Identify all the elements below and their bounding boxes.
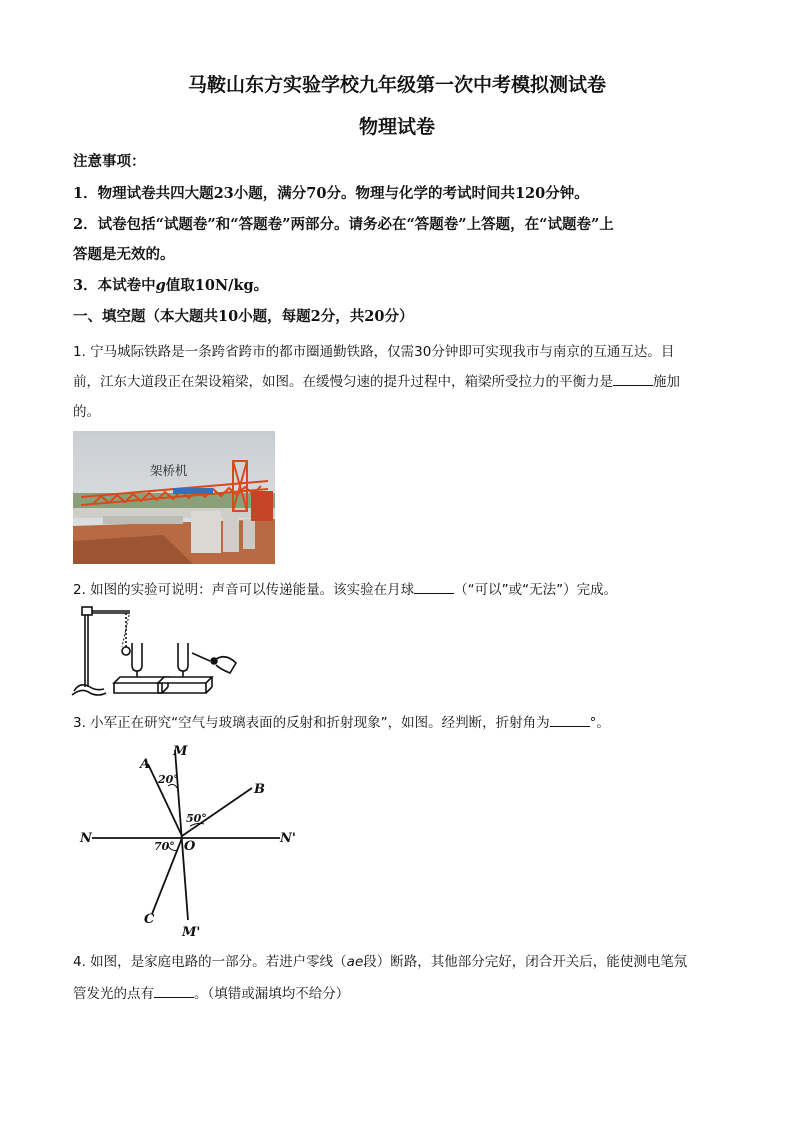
note-item-3-pre: 3．本试卷中 (73, 277, 156, 294)
q4-line2-post: 。（填错或漏填均不给分） (194, 986, 350, 1002)
q1-line1: 1. 宁马城际铁路是一条跨省跨市的都市圈通勤铁路，仅需30分钟即可实现我市与南京的互通互达。目 (73, 344, 675, 360)
q3-answer-blank[interactable] (550, 714, 590, 727)
label-M-prime: M' (182, 925, 201, 938)
label-A: A (140, 757, 151, 772)
angle-70: 70° (154, 840, 175, 853)
q1-line3: 的。 (73, 404, 100, 420)
q3-pre: 3. 小军正在研究“空气与玻璃表面的反射和折射现象”，如图。经判断，折射角为 (73, 715, 550, 731)
notes-heading: 注意事项： (73, 153, 146, 170)
tuning-fork-graphic (70, 603, 240, 699)
exam-title: 马鞍山东方实验学校九年级第一次中考模拟测试卷 (187, 74, 606, 96)
optics-graphic (70, 738, 310, 938)
angle-20: 20° (158, 773, 179, 786)
label-O: O (184, 839, 196, 854)
section-heading: 一、填空题（本大题共10小题，每题2分，共20分） (73, 308, 414, 325)
q2-pre: 2. 如图的实验可说明：声音可以传递能量。该实验在月球 (73, 582, 415, 598)
note-item-3-post: 值取10N/kg。 (165, 277, 269, 294)
note-item-2: 2．试卷包括“试题卷”和“答题卷”两部分。请务必在“答题卷”上答题，在“试题卷”上 (73, 216, 614, 233)
q4-line1-post: 段）断路，其他部分完好，闭合开关后，能使测电笔氖 (363, 954, 688, 970)
label-C: C (144, 912, 155, 927)
reflection-refraction-diagram (70, 738, 310, 942)
bridge-photo-label: 架桥机 (150, 463, 188, 478)
label-M: M (173, 744, 188, 759)
angle-50: 50° (186, 812, 207, 825)
q4-line1-var: ae (346, 954, 364, 970)
note-item-2-cont: 答题是无效的。 (73, 246, 175, 263)
q4-line1-pre: 4. 如图，是家庭电路的一部分。若进户零线（ (73, 954, 347, 970)
q2-post: （“可以”或“无法”）完成。 (454, 582, 618, 598)
q4-line1 (73, 950, 733, 970)
q2-text (73, 578, 733, 598)
note-item-3 (73, 274, 733, 295)
q4-answer-blank[interactable] (154, 985, 194, 998)
q1-answer-blank[interactable] (613, 373, 653, 386)
bridge-photo-graphic (73, 431, 275, 564)
q3-text (73, 711, 733, 731)
q1-line2-post: 施加 (653, 374, 680, 390)
note-item-1: 1．物理试卷共四大题23小题，满分70分。物理与化学的考试时间共120分钟。 (73, 185, 589, 202)
q2-answer-blank[interactable] (414, 581, 454, 594)
tuning-fork-experiment-figure (70, 603, 240, 703)
label-N: N (80, 831, 92, 846)
q4-line2-pre: 管发光的点有 (73, 986, 154, 1002)
q4-line2 (73, 982, 733, 1002)
q3-post: °。 (589, 715, 610, 731)
label-N-prime: N' (280, 831, 296, 846)
q1-line2 (73, 370, 733, 390)
q1-line2-pre: 前，江东大道段正在架设箱梁，如图。在缓慢匀速的提升过程中，箱梁所受拉力的平衡力是 (73, 374, 613, 390)
bridge-erecting-machine-photo (73, 431, 275, 564)
note-item-3-var: g (155, 277, 166, 294)
label-B: B (254, 782, 265, 797)
exam-subtitle: 物理试卷 (358, 116, 435, 138)
